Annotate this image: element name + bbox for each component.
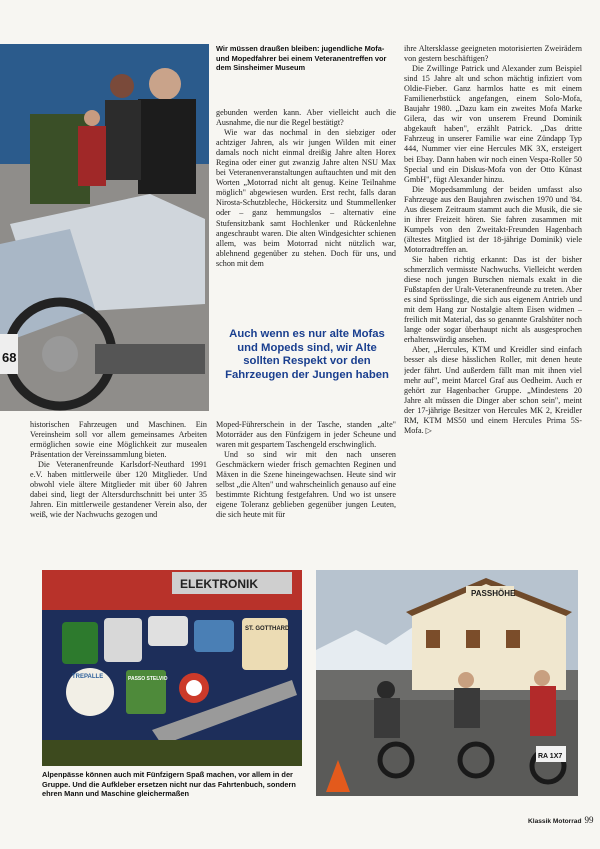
column-middle-lower <box>216 420 396 558</box>
caption-top: Wir müssen draußen bleiben: jugendliche Mofa- und Mopedfahrer bei einem Veteranentreffen vor dem Sinsheimer Museum <box>216 44 387 73</box>
paragraph: Aber, „Hercules, KTM und Kreidler sind einfach besser als diese hässlichen Roller, mit denen heute jeder fährt. Und außerdem fällt man mit ihnen viel mehr auf", meint Marcel Graf aus Oedheim. Auch er gehört zur Hagenbacher Gruppe. „Mindestens 20 Jahre alt müssen die Dinger aber schon sein", meint der 17-jährige Besitzer von Hercules MK 2, Kreidler RM, KTM MS50 und einem Hercules Prima 5S-Mofa. ▷ <box>404 345 582 435</box>
left-plate-number: 68 <box>2 350 17 365</box>
page-number: 99 <box>584 815 594 825</box>
column-left <box>30 420 207 558</box>
elektronik-label: ELEKTRONIK <box>180 577 258 591</box>
paragraph: Wie war das nochmal in den siebziger oder achtziger Jahren, als wir jungen Wilden mit einer damals noch nicht einmal dreißig Jahre alten Horex Regina oder einer gut zwanzig Jahre alten NSU Max bei Veteranenveranstaltungen auftauchten und mit den Worten „Motorrad nicht alt genug. Keine Teilnahme möglich" abgewiesen wurden. Erst recht, falls daran Nirosta-Schutzbleche, Höckersitz und Stummellenker oder – ganz hemmungslos – alternativ eine Stufensitzbank samt Hochlenker und Rückenlehne angeschraubt waren. Die alten Windgesichter schienen allem, was beim Motorrad nicht nützlich war, ablehnend gegenüber zu stehen. Doch für uns, und schon mit dem <box>216 128 396 268</box>
page-footer <box>528 815 594 825</box>
paragraph: Moped-Führerschein in der Tasche, standen „alte" Motorräder aus den Fünfzigern in jeder Scheune und waren mit gespartem Taschengeld erschwinglich. <box>216 420 396 450</box>
right-plate-number: RA 1X7 <box>538 753 563 760</box>
magazine-name: Klassik Motorrad <box>528 818 582 825</box>
paragraph: Die Veteranenfreunde Karlsdorf-Neuthard 1991 e.V. haben mittlerweile über 120 Mitglieder. Und obwohl viele ältere Mitglieder mit über 60 Jahren dabei sind, liegt der Altersdurchschnitt bei unter 35 Jahren. Ein mittlerweile gestandener Verein also, der weiß, wie der Nachwuchs gezogen und <box>30 460 207 520</box>
paragraph: Die Mopedsammlung der beiden umfasst also Fahrzeuge aus den Baujahren zwischen 1970 und '84. Aus diesem Zeitraum stammt auch die Musik, die sie in ihrer Freizeit hören. Sie fahren zusammen mit Kumpels von den Zweitakt-Freunden Hagenbach (ältestes Mitglied ist der 18-jährige Dominik) viele Motorradtreffen an. <box>404 184 582 254</box>
gotthard-sticker-text: ST. GOTTHARD <box>245 626 290 632</box>
paragraph: ihre Altersklasse geeigneten motorisierten Zweirädern von gestern beschäftigen? <box>404 44 582 64</box>
paragraph: historischen Fahrzeugen und Maschinen. Ein Vereinsheim soll vor allem gemeinsames Arbeiten ermöglichen sowie eine Möglichkeit zur musealen Präsentation der Vereinssammlung bieten. <box>30 420 207 460</box>
paragraph: gebunden werden kann. Aber vielleicht auch die Ausnahme, die nur die Regel bestätigt? <box>216 108 396 128</box>
caption-bottom: Alpenpässe können auch mit Fünfzigern Spaß machen, vor allem in der Gruppe. Und die Aufkleber ersetzen nicht nur das Fahrtenbuch, sondern ehren Mann und Maschine gleichermaßen <box>42 770 296 799</box>
pull-quote: Auch wenn es nur alte Mofas und Mopeds sind, wir Alte sollten Respekt vor den Fahrzeugen der Jungen haben <box>225 328 389 381</box>
column-right <box>404 44 582 558</box>
passhoehe-sign: PASSHÖHE <box>471 589 516 598</box>
paragraph: Die Zwillinge Patrick und Alexander zum Beispiel sind 15 Jahre alt und schon mächtig infiziert vom Oldie-Fieber. Ganz harmlos hatte es mit einem Familienerbstück angefangen, einem Solo-Mofa, Baujahr 1980. „Dazu kam ein zweites Mofa Marke Gilera, das wir von unserem Freund Dominik abgekauft haben", erzählt Patrick. „Das dritte Fahrzeug in unserer Familie war eine Zündapp Typ 444, Nummer vier eine Hercules MK 3X, ersteigert bei Ebay. Dann haben wir noch einen Vespa-Roller 50 Special und ein Diskus-Mofa von der Otto Künast GmbH", fügt Alexander hinzu. <box>404 64 582 184</box>
trepalle-sticker-text: TREPALLE <box>72 674 104 680</box>
paragraph: Sie haben richtig erkannt: Das ist der bisher schmerzlich vermisste Nachwuchs. Vielleicht werden diese noch jungen Burschen niemals exakt in die Fußstapfen der Uralt-Veteranenfreunde zu treten. Aber es sind Sprösslinge, die sich aus eigenem Antrieb und mit dem Hang zur Nostalgie altem Eisen widmen – freilich mit Material, das so genannte Gralshüter noch lange oder sogar überhaupt nicht als ausgesprochen erhaltenswürdig ansehen. <box>404 254 582 345</box>
paragraph: Und so sind wir mit den nach unseren Geschmäckern wieder frisch gemachten Reginen und Mäxen in die Szene hineingewachsen. Heute sind wir selbst „die Alten" und wahrscheinlich genauso auf eine bestimmte Richtung festgefahren. Und wo ist unsere eigene Toleranz geblieben gegenüber jungen Leuten, die sich heute mit für <box>216 450 396 520</box>
bottom-left-photo-stickers <box>42 570 302 766</box>
column-middle-upper <box>216 108 396 330</box>
passo-sticker-text: PASSO STELVIO <box>128 676 168 682</box>
bottom-right-photo-pass <box>316 570 578 796</box>
top-photo-mofa <box>0 44 209 411</box>
